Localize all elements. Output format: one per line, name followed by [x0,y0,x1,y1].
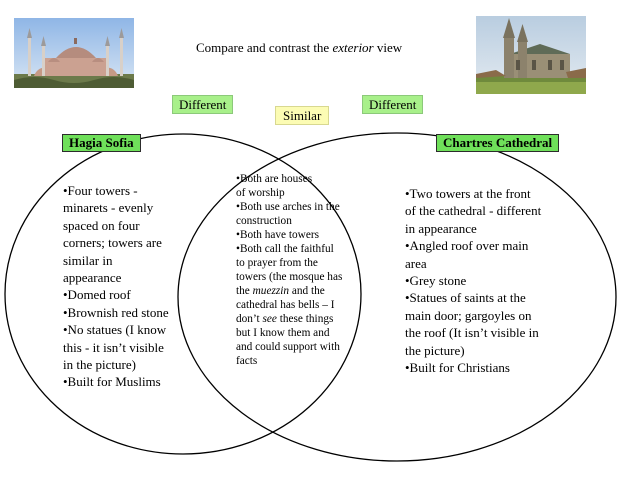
list-item: construction [236,215,292,227]
list-item: appearance [63,270,122,286]
list-item: in appearance [405,220,477,236]
slide-title: Compare and contrast the exterior view [196,40,403,55]
list-item: •Two towers at the front [405,186,531,201]
list-item: •Built for Muslims [63,374,161,390]
list-item: minarets - evenly [63,200,154,216]
list-item: spaced on four [63,217,140,233]
different-left-tag: Different [172,95,233,114]
list-item: towers (the mosque has [236,271,343,283]
hagia-sofia-list [63,182,203,391]
list-item: the picture) [405,342,465,358]
list-item: the muezzin and the [236,285,325,297]
hagia-sofia-label: Hagia Sofia [62,134,141,152]
similar-tag: Similar [275,106,329,125]
list-item: •Brownish red stone [63,304,169,320]
list-item: corners; towers are [63,235,162,251]
list-item: •Four towers - [63,183,138,198]
chartres-cathedral-photo [476,16,586,94]
list-item: similar in [63,252,113,268]
list-item: but I know them and [236,327,330,339]
similarities-list [236,172,386,368]
chartres-cathedral-list [405,185,585,376]
title-emphasis: exterior [332,40,374,55]
different-right-tag: Different [362,95,423,114]
hagia-sophia-photo [14,18,134,88]
list-item: facts [236,355,258,367]
list-item: of worship [236,187,285,199]
list-item: •Both call the faithful [236,243,334,255]
list-item: the roof (It isn’t visible in [405,325,539,341]
list-item: •Angled roof over main [405,238,529,254]
list-item: don’t see these things [236,313,334,325]
list-item: main door; gargoyles on [405,307,532,323]
list-item: in the picture) [63,357,136,373]
list-item: •No statues (I know [63,322,167,338]
list-item: to prayer from the [236,257,318,269]
list-item: •Built for Christians [405,360,510,376]
chartres-cathedral-label: Chartres Cathedral [436,134,559,152]
list-item: area [405,255,427,271]
list-item: and could support with [236,341,340,353]
list-item: •Both have towers [236,229,320,241]
list-item: •Both are houses [236,173,313,185]
list-item: •Grey stone [405,273,467,289]
list-item: of the cathedral - different [405,203,542,219]
list-item: •Both use arches in the [236,201,340,213]
list-item: •Domed roof [63,287,131,303]
list-item: this - it isn’t visible [63,339,164,355]
list-item: cathedral has bells – I [236,299,335,311]
list-item: •Statues of saints at the [405,290,526,306]
